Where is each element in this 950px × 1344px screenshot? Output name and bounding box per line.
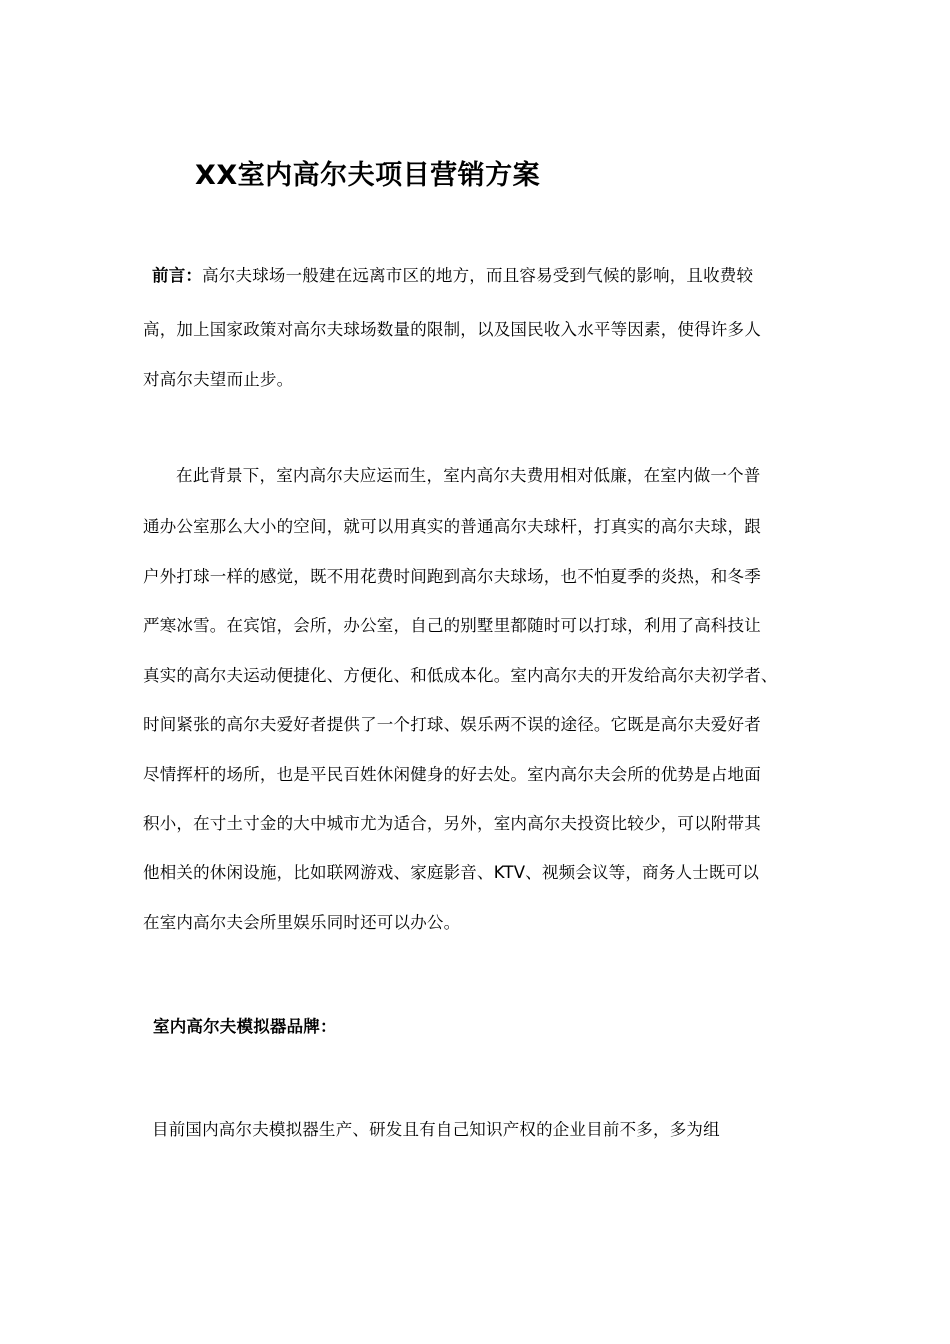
background-line-4: 严寒冰雪。在宾馆，会所，办公室，自己的别墅里都随时可以打球，利用了高科技让 (143, 616, 761, 635)
preface-label: 前言： (152, 266, 203, 285)
preface-text-1: 高尔夫球场一般建在远离市区的地方，而且容易受到气候的影响，且收费较 (202, 266, 754, 285)
background-line-6: 时间紧张的高尔夫爱好者提供了一个打球、娱乐两不误的途径。它既是高尔夫爱好者 (143, 715, 761, 734)
background-line-8: 积小，在寸土寸金的大中城市尤为适合，另外，室内高尔夫投资比较少，可以附带其 (143, 814, 761, 833)
preface-line-3: 对高尔夫望而止步。 (143, 370, 294, 389)
background-line-3: 户外打球一样的感觉，既不用花费时间跑到高尔夫球场，也不怕夏季的炎热，和冬季 (143, 567, 761, 586)
preface-line-1 (152, 264, 753, 288)
background-line-7: 尽情挥杆的场所，也是平民百姓休闲健身的好去处。室内高尔夫会所的优势是占地面 (143, 765, 761, 784)
background-line-10: 在室内高尔夫会所里娱乐同时还可以办公。 (143, 913, 461, 932)
brand-section-heading: 室内高尔夫模拟器品牌： (153, 1017, 337, 1036)
document-title: XX室内高尔夫项目营销方案 (195, 160, 541, 191)
background-line-5: 真实的高尔夫运动便捷化、方便化、和低成本化。室内高尔夫的开发给高尔夫初学者、 (143, 666, 778, 685)
background-line-9-after: 、视频会议等，商务人士既可以 (525, 863, 760, 882)
background-line-2: 通办公室那么大小的空间，就可以用真实的普通高尔夫球杆，打真实的高尔夫球，跟 (143, 517, 761, 536)
background-line-9-before: 他相关的休闲设施，比如联网游戏、家庭影音、 (143, 863, 494, 882)
ktv-text: KTV (493, 863, 526, 882)
background-line-9 (143, 861, 759, 885)
preface-line-2: 高，加上国家政策对高尔夫球场数量的限制，以及国民收入水平等因素，使得许多人 (143, 320, 761, 339)
background-line-1: 在此背景下，室内高尔夫应运而生，室内高尔夫费用相对低廉，在室内做一个普 (176, 466, 761, 485)
brand-section-line-1: 目前国内高尔夫模拟器生产、研发且有自己知识产权的企业目前不多，多为组 (152, 1120, 720, 1139)
